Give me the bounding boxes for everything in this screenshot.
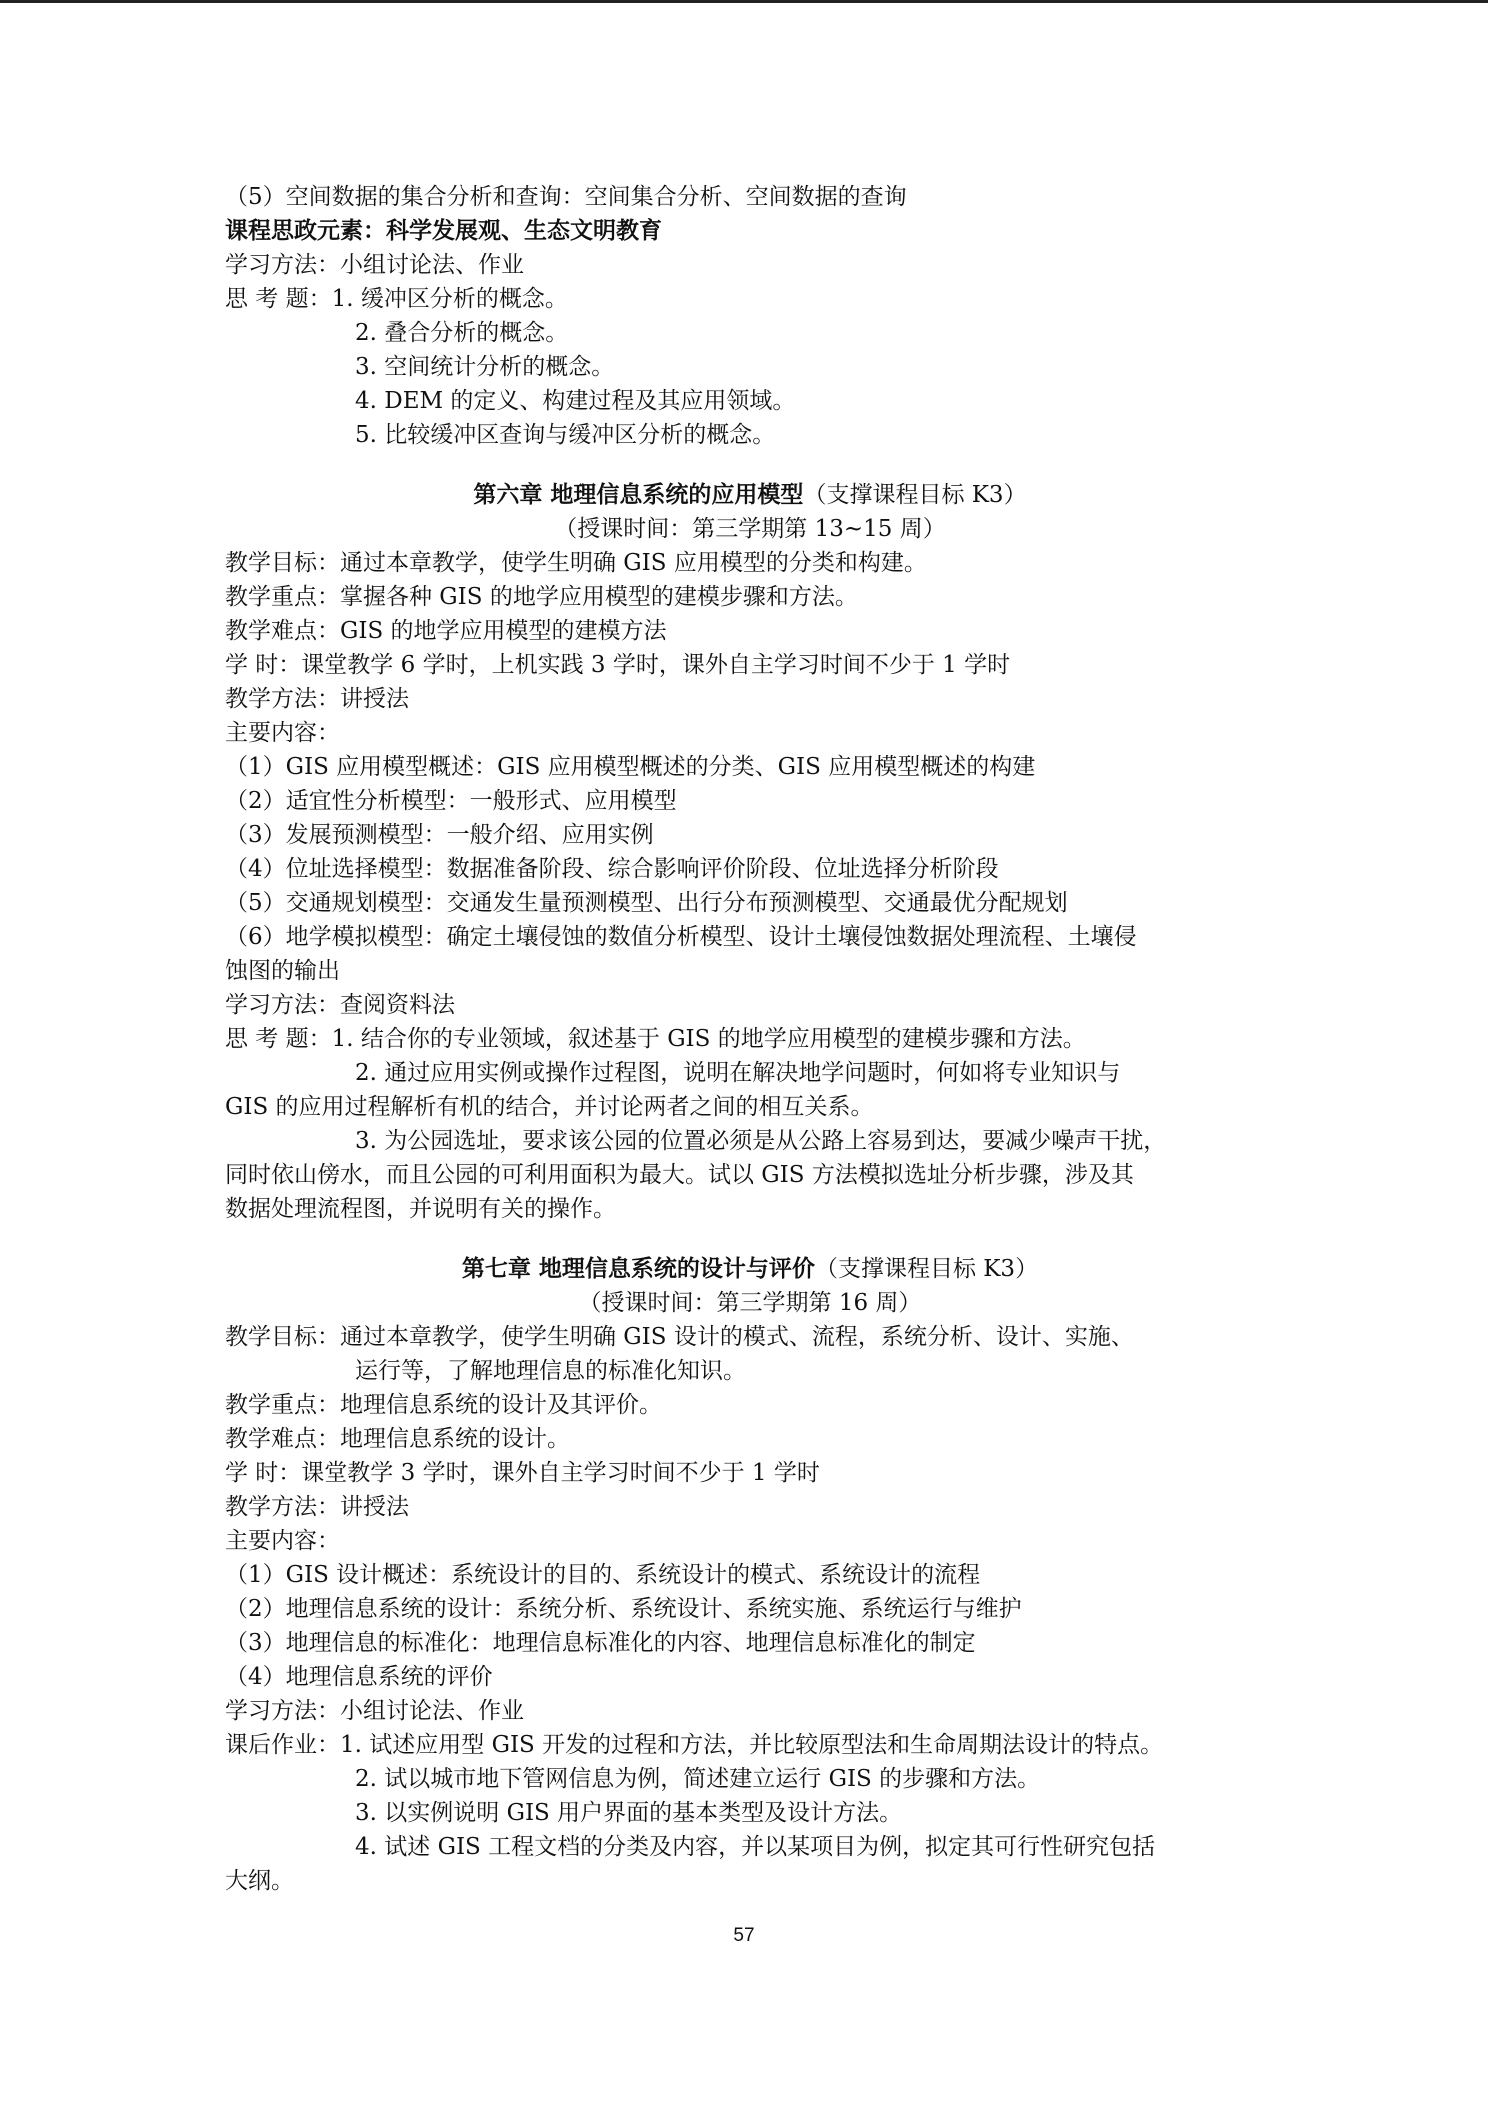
teaching-hours: 学 时：课堂教学 6 学时，上机实践 3 学时，课外自主学习时间不少于 1 学时 [225,652,1011,678]
question-item: 5. 比较缓冲区查询与缓冲区分析的概念。 [355,422,776,448]
chapter-title-target: （支撑课程目标 K3） [814,1256,1039,1282]
study-method: 学习方法：查阅资料法 [225,992,455,1018]
content-item: （5）交通规划模型：交通发生量预测模型、出行分布预测模型、交通最优分配规划 [225,890,1068,916]
question-item: 同时依山傍水，而且公园的可利用面积为最大。试以 GIS 方法模拟选址分析步骤，涉及其 [225,1162,1134,1188]
chapter-6-title [225,478,1275,512]
teaching-method: 教学方法：讲授法 [225,1494,409,1520]
teaching-difficulty: 教学难点：GIS 的地学应用模型的建模方法 [225,618,667,644]
teaching-goal-continued: 运行等，了解地理信息的标准化知识。 [355,1358,746,1384]
homework-item: 课后作业：1. 试述应用型 GIS 开发的过程和方法，并比较原型法和生命周期法设计的特点。 [225,1732,1164,1758]
content-label: 主要内容： [225,720,340,746]
teaching-time: （授课时间：第三学期第 16 周） [578,1290,922,1316]
teaching-key: 教学重点：地理信息系统的设计及其评价。 [225,1392,662,1418]
study-method: 学习方法：小组讨论法、作业 [225,252,524,278]
homework-item: 4. 试述 GIS 工程文档的分类及内容，并以某项目为例，拟定其可行性研究包括 [355,1834,1156,1860]
content-item: （3）发展预测模型：一般介绍、应用实例 [225,822,654,848]
homework-item: 2. 试以城市地下管网信息为例，简述建立运行 GIS 的步骤和方法。 [355,1766,1041,1792]
question-item: 2. 通过应用实例或操作过程图，说明在解决地学问题时，何如将专业知识与 [355,1060,1121,1086]
content-item: （4）位址选择模型：数据准备阶段、综合影响评价阶段、位址选择分析阶段 [225,856,999,882]
question-item: 2. 叠合分析的概念。 [355,320,569,346]
teaching-goal: 教学目标：通过本章教学，使学生明确 GIS 应用模型的分类和构建。 [225,550,927,576]
question-item: 3. 为公园选址，要求该公园的位置必须是从公路上容易到达，要减少噪声干扰， [355,1128,1167,1154]
question-item: 数据处理流程图，并说明有关的操作。 [225,1196,616,1222]
chapter-title-main: 第六章 地理信息系统的应用模型 [473,481,804,508]
content-item: （2）地理信息系统的设计：系统分析、系统设计、系统实施、系统运行与维护 [225,1596,1022,1622]
content-item: （1）GIS 设计概述：系统设计的目的、系统设计的模式、系统设计的流程 [225,1562,981,1588]
content-item: （5）空间数据的集合分析和查询：空间集合分析、空间数据的查询 [225,184,907,210]
chapter-title-target: （支撑课程目标 K3） [803,482,1027,508]
page-number: 57 [733,1925,755,1946]
document-page [225,180,1275,1898]
question-item: GIS 的应用过程解析有机的结合，并讨论两者之间的相互关系。 [225,1094,874,1120]
question-item: 4. DEM 的定义、构建过程及其应用领域。 [355,388,796,414]
teaching-difficulty: 教学难点：地理信息系统的设计。 [225,1426,570,1452]
question-item: 思 考 题：1. 缓冲区分析的概念。 [225,286,568,312]
content-item: （6）地学模拟模型：确定土壤侵蚀的数值分析模型、设计土壤侵蚀数据处理流程、土壤侵 [225,924,1137,950]
question-item: 3. 空间统计分析的概念。 [355,354,615,380]
content-item: （3）地理信息的标准化：地理信息标准化的内容、地理信息标准化的制定 [225,1630,976,1656]
teaching-key: 教学重点：掌握各种 GIS 的地学应用模型的建模步骤和方法。 [225,584,858,610]
question-item: 思 考 题：1. 结合你的专业领域，叙述基于 GIS 的地学应用模型的建模步骤和方法。 [225,1026,1086,1052]
teaching-time: （授课时间：第三学期第 13~15 周） [554,516,946,542]
content-item: （1）GIS 应用模型概述：GIS 应用模型概述的分类、GIS 应用模型概述的构建 [225,754,1036,780]
content-label: 主要内容： [225,1528,340,1554]
teaching-method: 教学方法：讲授法 [225,686,409,712]
teaching-goal: 教学目标：通过本章教学，使学生明确 GIS 设计的模式、流程，系统分析、设计、实施、 [225,1324,1134,1350]
teaching-hours: 学 时：课堂教学 3 学时，课外自主学习时间不少于 1 学时 [225,1460,820,1486]
homework-item: 3. 以实例说明 GIS 用户界面的基本类型及设计方法。 [355,1800,903,1826]
chapter-title-main: 第七章 地理信息系统的设计与评价 [461,1255,815,1282]
content-item: 蚀图的输出 [225,958,340,984]
homework-item: 大纲。 [225,1868,294,1894]
sizheng-elements: 课程思政元素：科学发展观、生态文明教育 [225,217,662,244]
page-top-border [0,0,1488,3]
content-item: （4）地理信息系统的评价 [225,1664,493,1690]
study-method: 学习方法：小组讨论法、作业 [225,1698,524,1724]
chapter-7-title [225,1252,1275,1286]
content-item: （2）适宜性分析模型：一般形式、应用模型 [225,788,677,814]
